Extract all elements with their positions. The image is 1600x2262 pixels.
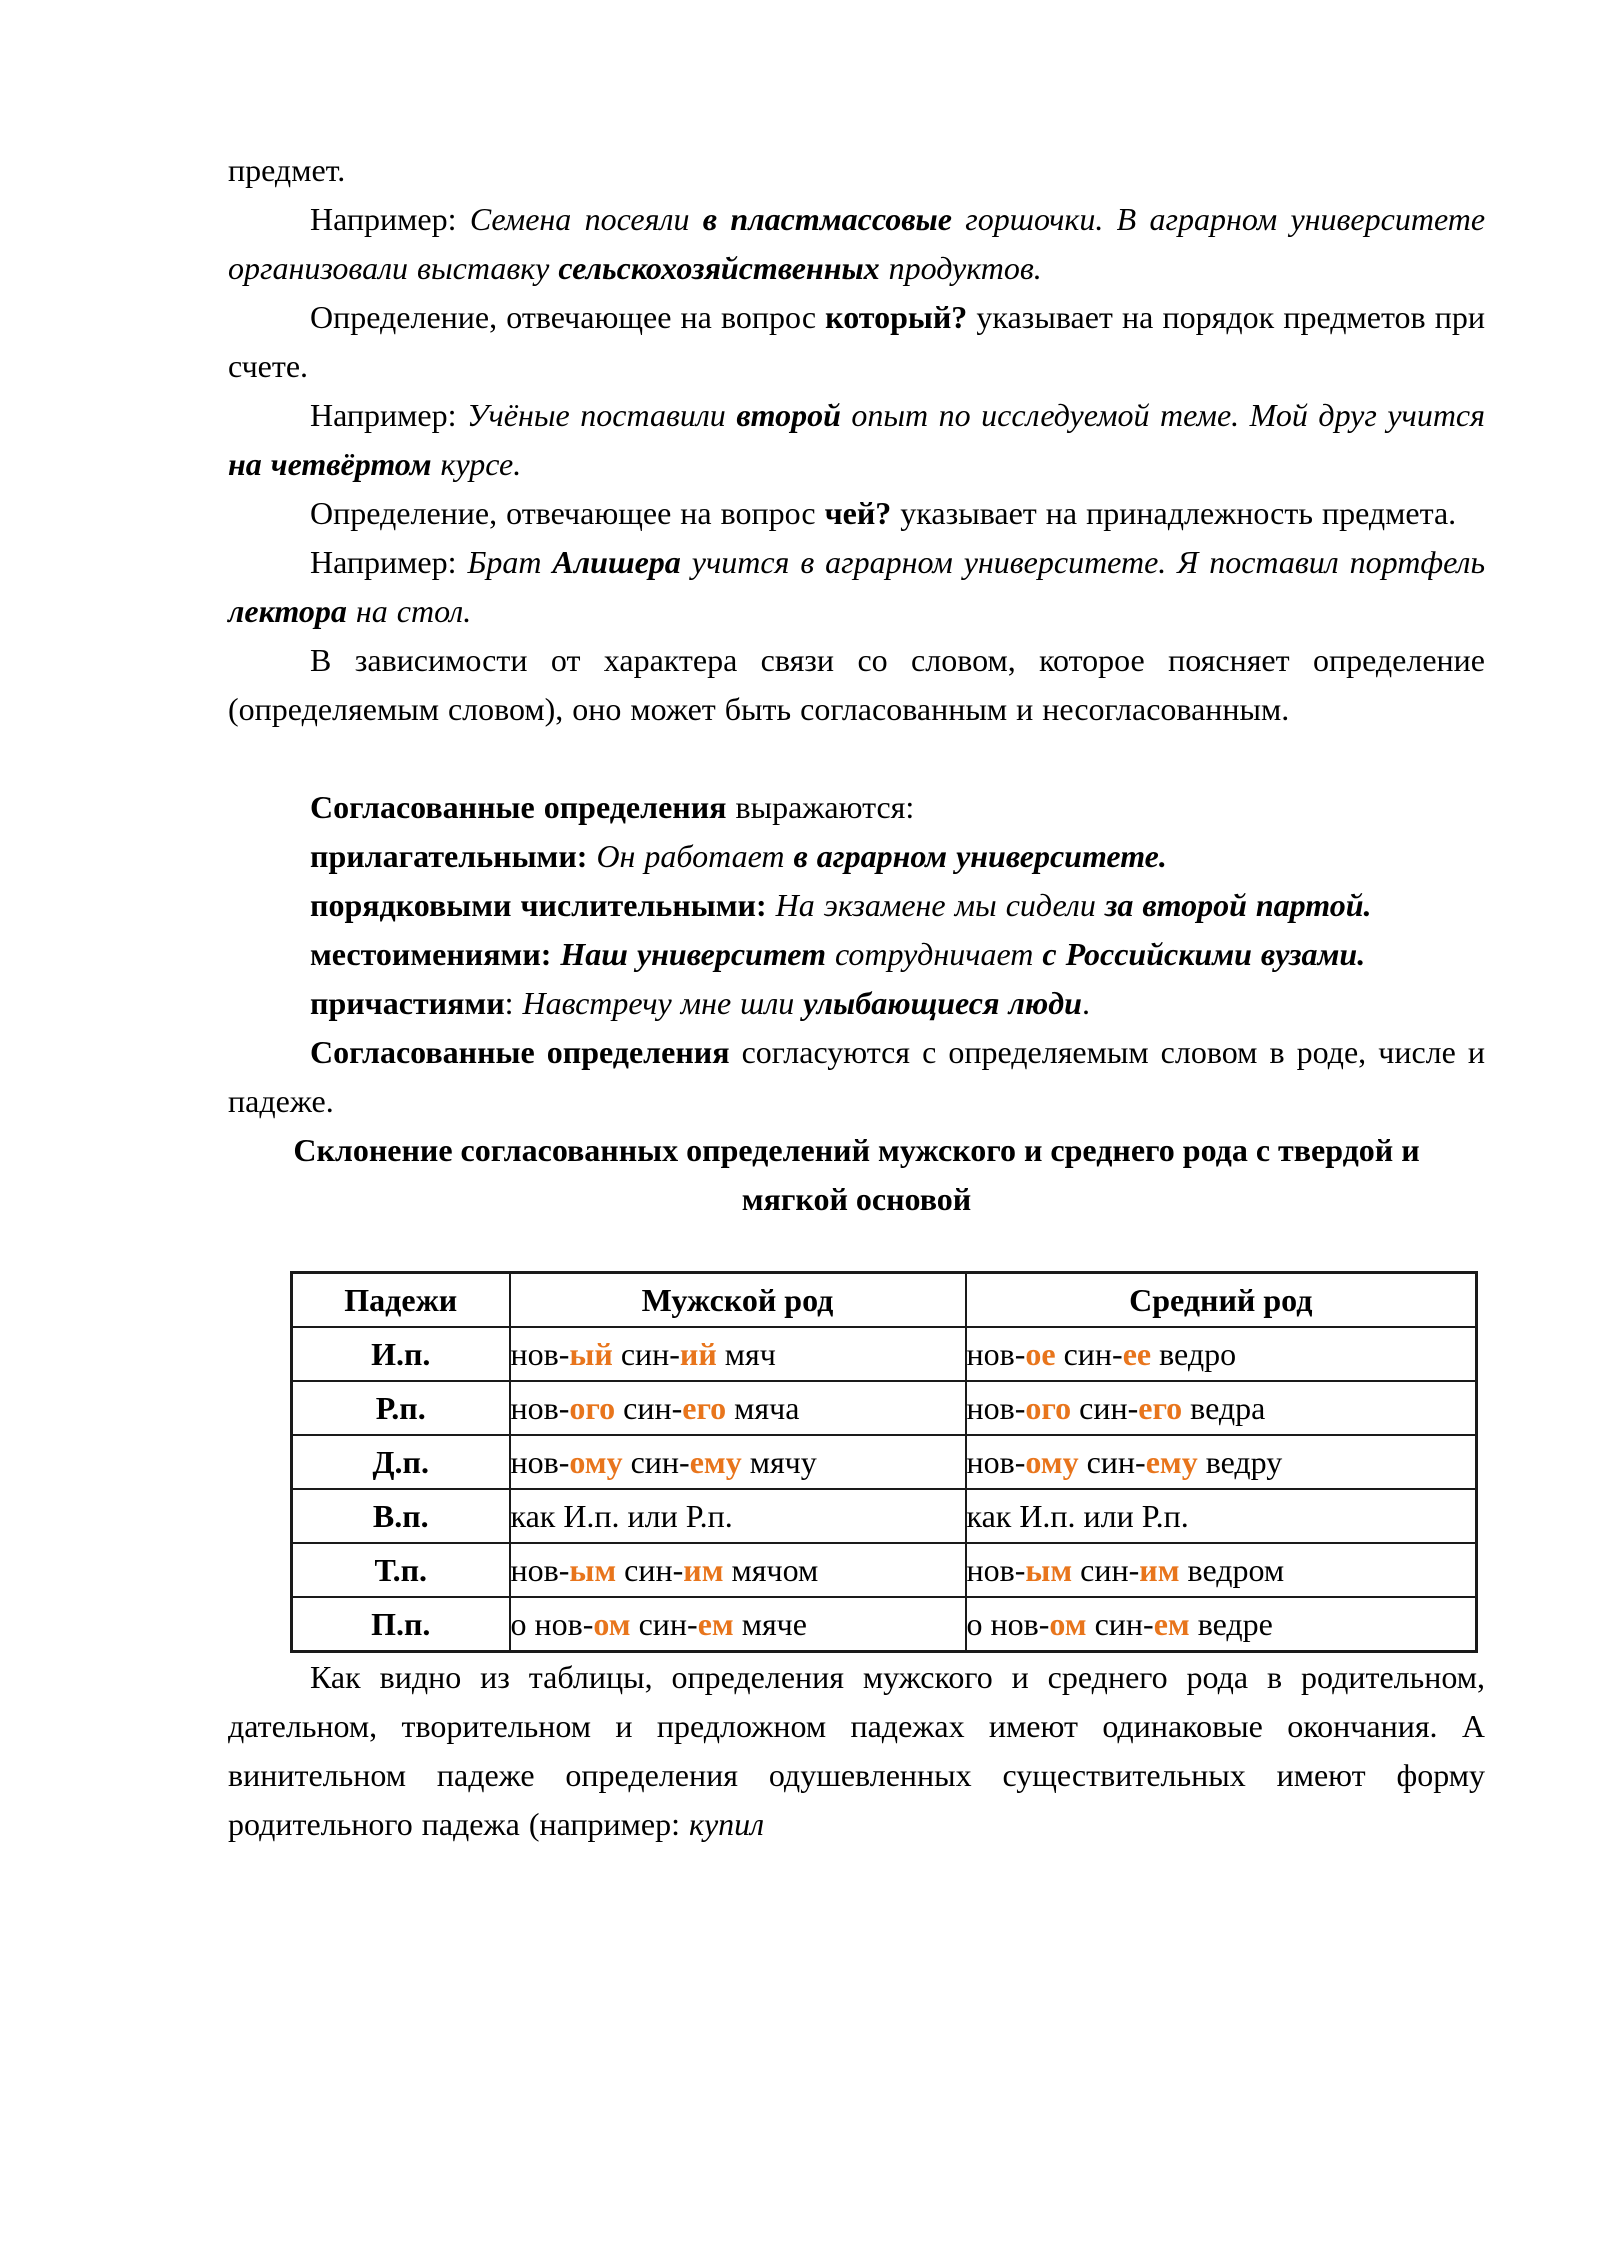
paragraph-example-brat-alishera — [228, 538, 1485, 636]
text-run: ое — [1025, 1336, 1056, 1372]
text-run: син- — [1072, 1552, 1140, 1588]
text-run: Например: — [310, 201, 470, 237]
text-run: о нов- — [966, 1606, 1050, 1642]
text-run: выражаются: — [726, 789, 915, 825]
text-run: ого — [569, 1390, 616, 1426]
text-run: Как видно из таблицы, определения мужского и среднего рода в родительном, дательном, творительном и предложном падежах имеют одинаковые окончания. А винительном падеже определения одушевленных существительных имеют форму родительного падежа (например: — [228, 1659, 1485, 1842]
text-run: прилагательными: — [310, 838, 588, 874]
text-run: син- — [615, 1390, 683, 1426]
text-run: ем — [1153, 1606, 1190, 1642]
text-run: ему — [1145, 1444, 1198, 1480]
text-run: ом — [593, 1606, 631, 1642]
text-run: нов- — [966, 1390, 1026, 1426]
text-run: который? — [825, 299, 968, 335]
text-run: Брат — [467, 544, 553, 580]
text-run: ом — [1049, 1606, 1087, 1642]
text-run: нов- — [510, 1552, 570, 1588]
text-run: ем — [697, 1606, 734, 1642]
text-run: на четвёртом — [228, 446, 432, 482]
text-run: причастиями — [310, 985, 505, 1021]
text-run: нов- — [510, 1390, 570, 1426]
text-run: Определение, отвечающее на вопрос — [310, 299, 826, 335]
paragraph-poryadkovymi — [228, 881, 1485, 930]
table-row-prepositional — [292, 1597, 1477, 1652]
text-run: Например: — [310, 544, 468, 580]
text-run: Наш университет — [560, 936, 826, 972]
text-run: сотрудничает — [825, 936, 1043, 972]
text-run: с Российскими вузами. — [1042, 936, 1366, 972]
case-label: И.п. — [292, 1327, 510, 1381]
text-run: син- — [622, 1444, 690, 1480]
text-run: учится в аграрном университете. Я поставил портфель — [680, 544, 1486, 580]
text-run: указывает на порядок предметов при счете. — [228, 299, 1486, 384]
text-run: ым — [1025, 1552, 1073, 1588]
header-masculine: Мужской род — [510, 1273, 966, 1328]
masculine-form — [510, 1381, 966, 1435]
text-run: мяч — [716, 1336, 776, 1372]
text-run: На экзамене мы сидели — [775, 887, 1105, 923]
text-run: согласуются с определяемым словом в роде, числе и падеже. — [228, 1034, 1486, 1119]
case-label: Т.п. — [292, 1543, 510, 1597]
header-neuter: Средний род — [966, 1273, 1477, 1328]
table-row-instrumental — [292, 1543, 1477, 1597]
text-run: Например: — [310, 397, 467, 433]
text-run: Он работает — [596, 838, 794, 874]
header-cases: Падежи — [292, 1273, 510, 1328]
text-run: в пластмассовые — [702, 201, 952, 237]
text-run: Алишера — [552, 544, 681, 580]
text-run: ее — [1122, 1336, 1152, 1372]
text-run: Определение, отвечающее на вопрос — [310, 495, 825, 531]
case-label: П.п. — [292, 1597, 510, 1652]
text-run: мячу — [741, 1444, 817, 1480]
paragraph-soglasuyutsya — [228, 1028, 1485, 1126]
text-run: Согласованные определения — [310, 789, 727, 825]
text-run: как И.п. или Р.п. — [510, 1498, 733, 1534]
paragraph-predmet — [228, 146, 1485, 195]
text-run: син- — [1078, 1444, 1146, 1480]
text-run: син- — [630, 1606, 698, 1642]
text-run: продуктов. — [879, 250, 1042, 286]
masculine-form — [510, 1597, 966, 1652]
paragraph-prilagatelnymi — [228, 832, 1485, 881]
text-run: его — [1138, 1390, 1183, 1426]
text-run: чей? — [824, 495, 892, 531]
text-run: на стол. — [346, 593, 472, 629]
text-run: в аграрном университете. — [793, 838, 1167, 874]
text-run: Семена посеяли — [469, 201, 703, 237]
text-run: сельскохозяйственных — [558, 250, 880, 286]
text-run: как И.п. или Р.п. — [966, 1498, 1189, 1534]
text-run: улыбающиеся люди — [803, 985, 1082, 1021]
text-run: Согласованные определения — [310, 1034, 730, 1070]
case-label: Д.п. — [292, 1435, 510, 1489]
text-run: купил — [688, 1806, 765, 1842]
table-row-nominative — [292, 1327, 1477, 1381]
text-run: за второй партой. — [1104, 887, 1372, 923]
text-run: син- — [1086, 1606, 1154, 1642]
text-run: лектора — [228, 593, 347, 629]
text-run: мяча — [726, 1390, 800, 1426]
text-run: ым — [569, 1552, 617, 1588]
text-run — [767, 887, 776, 923]
text-run: В зависимости от характера связи со словом, которое поясняет определение (определяемым словом), оно может быть согласованным и несогласованным. — [228, 642, 1485, 727]
text-run: нов- — [966, 1336, 1026, 1372]
text-run: ому — [1025, 1444, 1079, 1480]
masculine-form — [510, 1543, 966, 1597]
text-run: опыт по исследуемой теме. Мой друг учится — [840, 397, 1486, 433]
table-header-row — [292, 1273, 1477, 1328]
text-run: предмет. — [228, 152, 346, 188]
text-run: второй — [736, 397, 841, 433]
text-run: ведру — [1197, 1444, 1283, 1480]
paragraph-mestoimeniyami — [228, 930, 1485, 979]
neuter-form — [966, 1327, 1477, 1381]
paragraph-soglasovannye-vyrazhayutsya — [228, 783, 1485, 832]
text-run: порядковыми числительными: — [310, 887, 767, 923]
text-run: ому — [569, 1444, 623, 1480]
text-run: : — [504, 985, 523, 1021]
text-run: ведро — [1151, 1336, 1237, 1372]
paragraph-kak-vidno — [228, 1653, 1485, 1849]
text-run: о нов- — [510, 1606, 594, 1642]
paragraph-example-plastic-pots — [228, 195, 1485, 293]
text-run: им — [1139, 1552, 1180, 1588]
document-content — [228, 146, 1485, 1849]
text-run: указывает на принадлежность предмета. — [891, 495, 1457, 531]
declension-table — [290, 1271, 1478, 1653]
text-run: . — [1081, 985, 1090, 1021]
paragraph-question-chei — [228, 489, 1485, 538]
text-run: курсе. — [431, 446, 522, 482]
text-run: его — [682, 1390, 727, 1426]
paragraph-question-kotoryi — [228, 293, 1485, 391]
text-run: нов- — [966, 1552, 1026, 1588]
text-run: мяче — [733, 1606, 807, 1642]
text-run: ий — [679, 1336, 717, 1372]
masculine-form — [510, 1435, 966, 1489]
text-run: ый — [569, 1336, 613, 1372]
neuter-form — [966, 1381, 1477, 1435]
case-label: В.п. — [292, 1489, 510, 1543]
text-run: Навстречу мне шли — [522, 985, 804, 1021]
table-row-dative — [292, 1435, 1477, 1489]
text-run: мячом — [723, 1552, 819, 1588]
text-run: Учёные поставили — [467, 397, 737, 433]
text-run: син- — [612, 1336, 680, 1372]
case-label: Р.п. — [292, 1381, 510, 1435]
masculine-form — [510, 1327, 966, 1381]
text-run: син- — [1055, 1336, 1123, 1372]
masculine-form — [510, 1489, 966, 1543]
text-run: ведра — [1182, 1390, 1266, 1426]
text-run: ого — [1025, 1390, 1072, 1426]
neuter-form — [966, 1435, 1477, 1489]
text-run: местоимениями: — [310, 936, 552, 972]
text-run: нов- — [510, 1336, 570, 1372]
text-run: син- — [616, 1552, 684, 1588]
paragraph-example-second-experiment — [228, 391, 1485, 489]
text-run: горшочки. В аграрном университете организовали выставку — [228, 201, 1486, 286]
text-run: нов- — [510, 1444, 570, 1480]
neuter-form — [966, 1597, 1477, 1652]
paragraph-prichastiyami — [228, 979, 1485, 1028]
text-run: ему — [689, 1444, 742, 1480]
neuter-form — [966, 1489, 1477, 1543]
text-run: ведре — [1189, 1606, 1273, 1642]
text-run: нов- — [966, 1444, 1026, 1480]
neuter-form — [966, 1543, 1477, 1597]
text-run: син- — [1071, 1390, 1139, 1426]
table-row-accusative — [292, 1489, 1477, 1543]
paragraph-v-zavisimosti — [228, 636, 1485, 734]
text-run: ведром — [1179, 1552, 1285, 1588]
table-row-genitive — [292, 1381, 1477, 1435]
text-run: им — [683, 1552, 724, 1588]
declension-table-title: Склонение согласованных определений мужского и среднего рода с твердой и мягкой основой — [293, 1132, 1420, 1217]
